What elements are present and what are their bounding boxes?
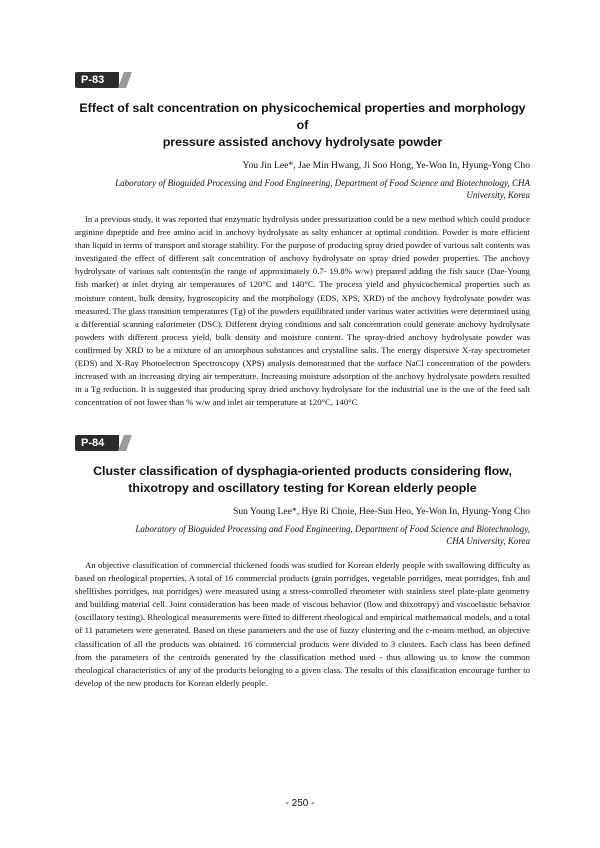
affiliation xyxy=(75,523,530,547)
abstract-body: An objective classification of commercial thickened foods was studied for Korean elderly people with swallowing difficulty as based on rheological properties. A total of 16 commercial products (grain porridges, vegetable porridges, meat porridges, fish and shellfishes porridges, nut porridges) were measured using a stress-controlled rheometer with stainless steel plate-plate geometry and building material cell. Joint consideration has been made of viscous behavior (flow and thixotropy) and viscoelastic behavior (oscillatory testing). Rheological measurements were fitted to different rheological and empirical mathematical models, and a total of 11 parameters were generated. Based on these parameters and the use of fuzzy clustering and the c-means method, an objective classification of all the products was obtained. 16 commercial products were divided to 3 clusters. Each class has been defined from the parameters of the centroids generated by the classification method used - thus allowing us to know the common rheological characteristics of any of the products belonging to a given class. The results of this classification encourage further to develop of the new products for Korean elderly people. xyxy=(75,560,530,688)
affiliation-line-2: CHA University, Korea xyxy=(446,536,530,546)
abstract-title xyxy=(75,463,530,497)
poster-tag xyxy=(75,72,119,88)
title-line-2: thixotropy and oscillatory testing for Korean elderly people xyxy=(128,481,477,495)
author-list: Sun Young Lee*, Hye Ri Choie, Hee-Sun Heo, Ye-Won In, Hyung-Yong Cho xyxy=(233,506,530,517)
title-line-2: pressure assisted anchovy hydrolysate powder xyxy=(162,135,443,149)
tag-slash-decoration xyxy=(118,72,132,88)
abstract-p84 xyxy=(75,433,530,699)
tag-slash-decoration xyxy=(118,435,132,451)
poster-tag-label: P-83 xyxy=(81,74,105,86)
affiliation-line-2: University, Korea xyxy=(466,190,530,200)
affiliation-line-1: Laboratory of Bioguided Processing and Food Engineering, Department of Food Science and Biotechnology, CHA xyxy=(115,178,530,188)
affiliation-line-1: Laboratory of Bioguided Processing and Food Engineering, Department of Food Science and Biotechnology, xyxy=(135,524,530,534)
title-line-1: Cluster classification of dysphagia-oriented products considering flow, xyxy=(93,464,512,478)
page-number: - 250 - xyxy=(285,798,315,809)
author-list: You Jin Lee*, Jae Min Hwang, Ji Soo Hong, Ye-Won In, Hyung-Yong Cho xyxy=(242,160,530,171)
abstract-p83 xyxy=(75,70,530,418)
affiliation xyxy=(75,177,530,201)
title-line-1: Effect of salt concentration on physicochemical properties and morphology of xyxy=(79,101,526,132)
abstract-title xyxy=(75,100,530,151)
poster-tag xyxy=(75,435,119,451)
poster-tag-label: P-84 xyxy=(81,437,105,449)
abstract-body: In a previous study, it was reported that enzymatic hydrolysis under pressurization could be a new method which could produce arginine dipeptide and free amino acid in anchovy hydrolysate as salty enhancer at optimal condition. Powder is more efficient than liquid in terms of transport and storage stability. For the purpose of producing spray dried powder of various salt contents was investigated the effect of different salt concentration of anchovy hydrolysate on spray dried powder properties. The anchovy hydrolysate of various salt contents(in the range of approximately 0.7- 19.8% w/w) prepared adding the fish sauce (Dae-Young fish market) at inlet drying air temperatures of 120°C and 140°C. The process yield and physicochemical properties such as moisture content, bulk density, hygroscopicity and the morphology (EDS, XPS, XRD) of the anchovy hydrolysate powder was measured. The glass transition temperatures (Tg) of the powders equilibrated under various water activities were determined using a differential scanning calorimeter (DSC). Different drying conditions and salt concentration could generate anchovy hydrolysate powders with different process yield, bulk density and moisture content. The spray-dried anchovy hydrolysate powder was confirmed by XRD to be a mixture of an amorphous substances and crystalline salts. The energy dispersive X-ray spectrometer (EDS) and X-Ray Photoelectron Spectroscopy (XPS) analysis demonstrated that the surface NaCl concentration of the powders increased with an increasing drying air temperature. Increasing moisture adsorption of the anchovy hydrolysate powders resulted in a Tg reduction. It is suggested that producing spray dried anchovy hydrolysate for the industrial use is the use of the feed salt concentration of not lower than % w/w and inlet air temperature at 120°C, 140°C xyxy=(75,214,530,408)
